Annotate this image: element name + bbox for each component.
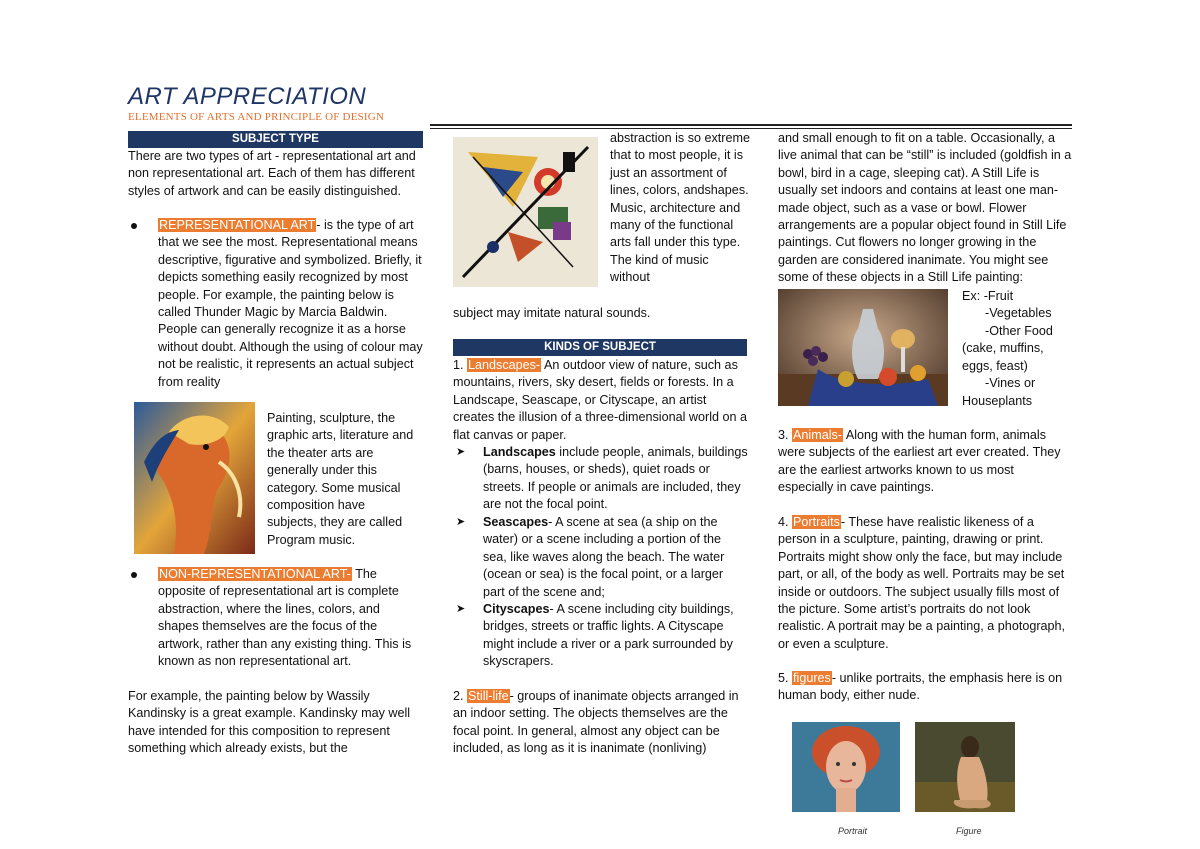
representational-paragraph [158, 217, 423, 391]
arrow-bullet-icon: ➤ [456, 603, 466, 615]
nonrepresentational-text: The opposite of representational art is complete abstraction, where the lines, colors, and shapes themselves are the focus of the artwork, rather than any existing thing. This is known as non representational art. [158, 567, 412, 669]
cityscapes-label: Cityscapes [483, 602, 550, 616]
horse-painting-image [134, 402, 255, 554]
page-subtitle: ELEMENTS OF ARTS AND PRINCIPLE OF DESIGN [128, 111, 385, 123]
example-line: eggs, feast) [962, 359, 1028, 373]
abstraction-end: subject may imitate natural sounds. [453, 306, 651, 320]
portraits-label: Portraits [793, 515, 840, 529]
seascapes-text: - A scene at sea (a ship on the water) or a scene including a portion of the sea, like waves along the beach. The water (ocean or sea) is the focal point, or a larger part of the scene and; [483, 515, 725, 599]
example-line: (cake, muffins, [962, 341, 1044, 355]
cityscapes-text: - A scene including city buildings, bridges, streets or traffic lights. A Cityscape might include a river or a park surrounded by skyscrapers. [483, 602, 734, 669]
figure-caption: Figure [956, 826, 982, 836]
item-number: 1. [453, 358, 468, 372]
bullet-icon [131, 572, 137, 578]
portrait-caption: Portrait [838, 826, 868, 836]
arrow-bullet-icon: ➤ [456, 446, 466, 458]
item-number: 5. [778, 671, 793, 685]
example-line: -Vines or [985, 376, 1036, 390]
item-number: 2. [453, 689, 468, 703]
portrait-photo-image [792, 722, 900, 812]
horse-side-paragraph: Painting, sculpture, the graphic arts, literature and the theater arts are generally under this category. Some musical composition have subjects, they are called Program music. [267, 411, 414, 547]
item-number: 4. [778, 515, 793, 529]
example-line: -Other Food [985, 324, 1053, 338]
representational-text: - is the type of art that we see the most. Representational means descriptive, figurative and symbolized. Briefly, it depicts something easily recognized by most people. For example, the painting below is called Thunder Magic by Marcia Baldwin. People can generally recognize it as a horse without doubt. Although the using of colour may not be realistic, it represents an actual subject from reality [158, 218, 423, 389]
example-line: -Vegetables [985, 306, 1052, 320]
animals-text: Along with the human form, animals were subjects of the earliest art ever created. They are the earliest artworks known to us most especially in cave paintings. [778, 428, 1061, 495]
figures-paragraph [778, 670, 1068, 705]
bullet-icon [131, 223, 137, 229]
kandinsky-paragraph: For example, the painting below by Wassily Kandinsky is a great example. Kandinsky may well have intended for this composition to represent something which already exists, but the [128, 689, 411, 756]
portraits-text: - These have realistic likeness of a person in a sculpture, painting, drawing or print. Portraits might show only the face, but may include part, or all, of the body as well. Portraits may be set inside or outdoors. The subject usually fills most of the picture. Some artist’s portraits do not look realistic. A portrait may be a painting, a photograph, or even a sculpture. [778, 515, 1066, 651]
cityscapes-paragraph [483, 601, 748, 671]
header-rule-thin [430, 128, 1072, 129]
animals-paragraph [778, 427, 1068, 497]
landscapes-sub-text: include people, animals, buildings (barns, houses, or sheds), quiet roads or streets. If people or animals are included, they are not the focal point. [483, 445, 748, 512]
landscapes-text: An outdoor view of nature, such as mountains, rivers, sky desert, fields or forests. In a Landscape, Seascape, or Cityscape, an artist creates the illusion of a three-dimensional world on a flat canvas or paper. [453, 358, 748, 442]
landscapes-sub-label: Landscapes [483, 445, 556, 459]
page-title: ART APPRECIATION [128, 83, 367, 110]
subject-type-bar: SUBJECT TYPE [128, 131, 423, 148]
figures-text: - unlike portraits, the emphasis here is on human body, either nude. [778, 671, 1063, 703]
seascapes-paragraph [483, 514, 748, 601]
example-line: Ex: -Fruit [962, 289, 1014, 303]
kandinsky-painting-image [453, 137, 598, 287]
still-life-text: - groups of inanimate objects arranged in an indoor setting. The objects themselves are the focal point. In general, almost any object can be included, as long as it is inanimate (nonliving) [453, 689, 739, 756]
item-number: 3. [778, 428, 793, 442]
still-life-label: Still-life [468, 689, 509, 703]
portraits-paragraph [778, 514, 1070, 653]
header-rule [430, 124, 1072, 126]
landscapes-sub-paragraph [483, 444, 748, 514]
figures-label: figures [793, 671, 831, 685]
kinds-of-subject-bar: KINDS OF SUBJECT [453, 339, 747, 356]
still-life-painting-image [778, 289, 948, 406]
example-line: Houseplants [962, 394, 1033, 408]
animals-label: Animals- [793, 428, 843, 442]
nonrepresentational-paragraph [158, 566, 423, 670]
arrow-bullet-icon: ➤ [456, 516, 466, 528]
still-life-paragraph [453, 688, 748, 758]
figure-painting-image [915, 722, 1015, 812]
landscapes-label: Landscapes- [468, 358, 541, 372]
intro-paragraph: There are two types of art - representational art and non representational art. Each of them has different styles of artwork and can be easily distinguished. [128, 149, 416, 198]
abstraction-paragraph: abstraction is so extreme that to most people, it is just an assortment of lines, colors, andshapes. Music, architecture and many of the functional arts fall under this type. The kind of music without [610, 131, 750, 285]
still-life-continued: and small enough to fit on a table. Occasionally, a live animal that can be “still” is included (goldfish in a bowl, bird in a cage, sleeping cat). A Still Life is usually set indoors and contains at least one man-made object, such as a vase or bowl. Flower arrangements are a popular object found in Still Life paintings. Cut flowers no longer growing in the garden are considered inanimate. You might see some of these objects in a Still Life painting: [778, 131, 1072, 285]
representational-label: REPRESENTATIONAL ART [159, 218, 316, 232]
landscapes-paragraph [453, 357, 748, 444]
seascapes-label: Seascapes [483, 515, 549, 529]
nonrepresentational-label: NON-REPRESENTATIONAL ART- [159, 567, 351, 581]
